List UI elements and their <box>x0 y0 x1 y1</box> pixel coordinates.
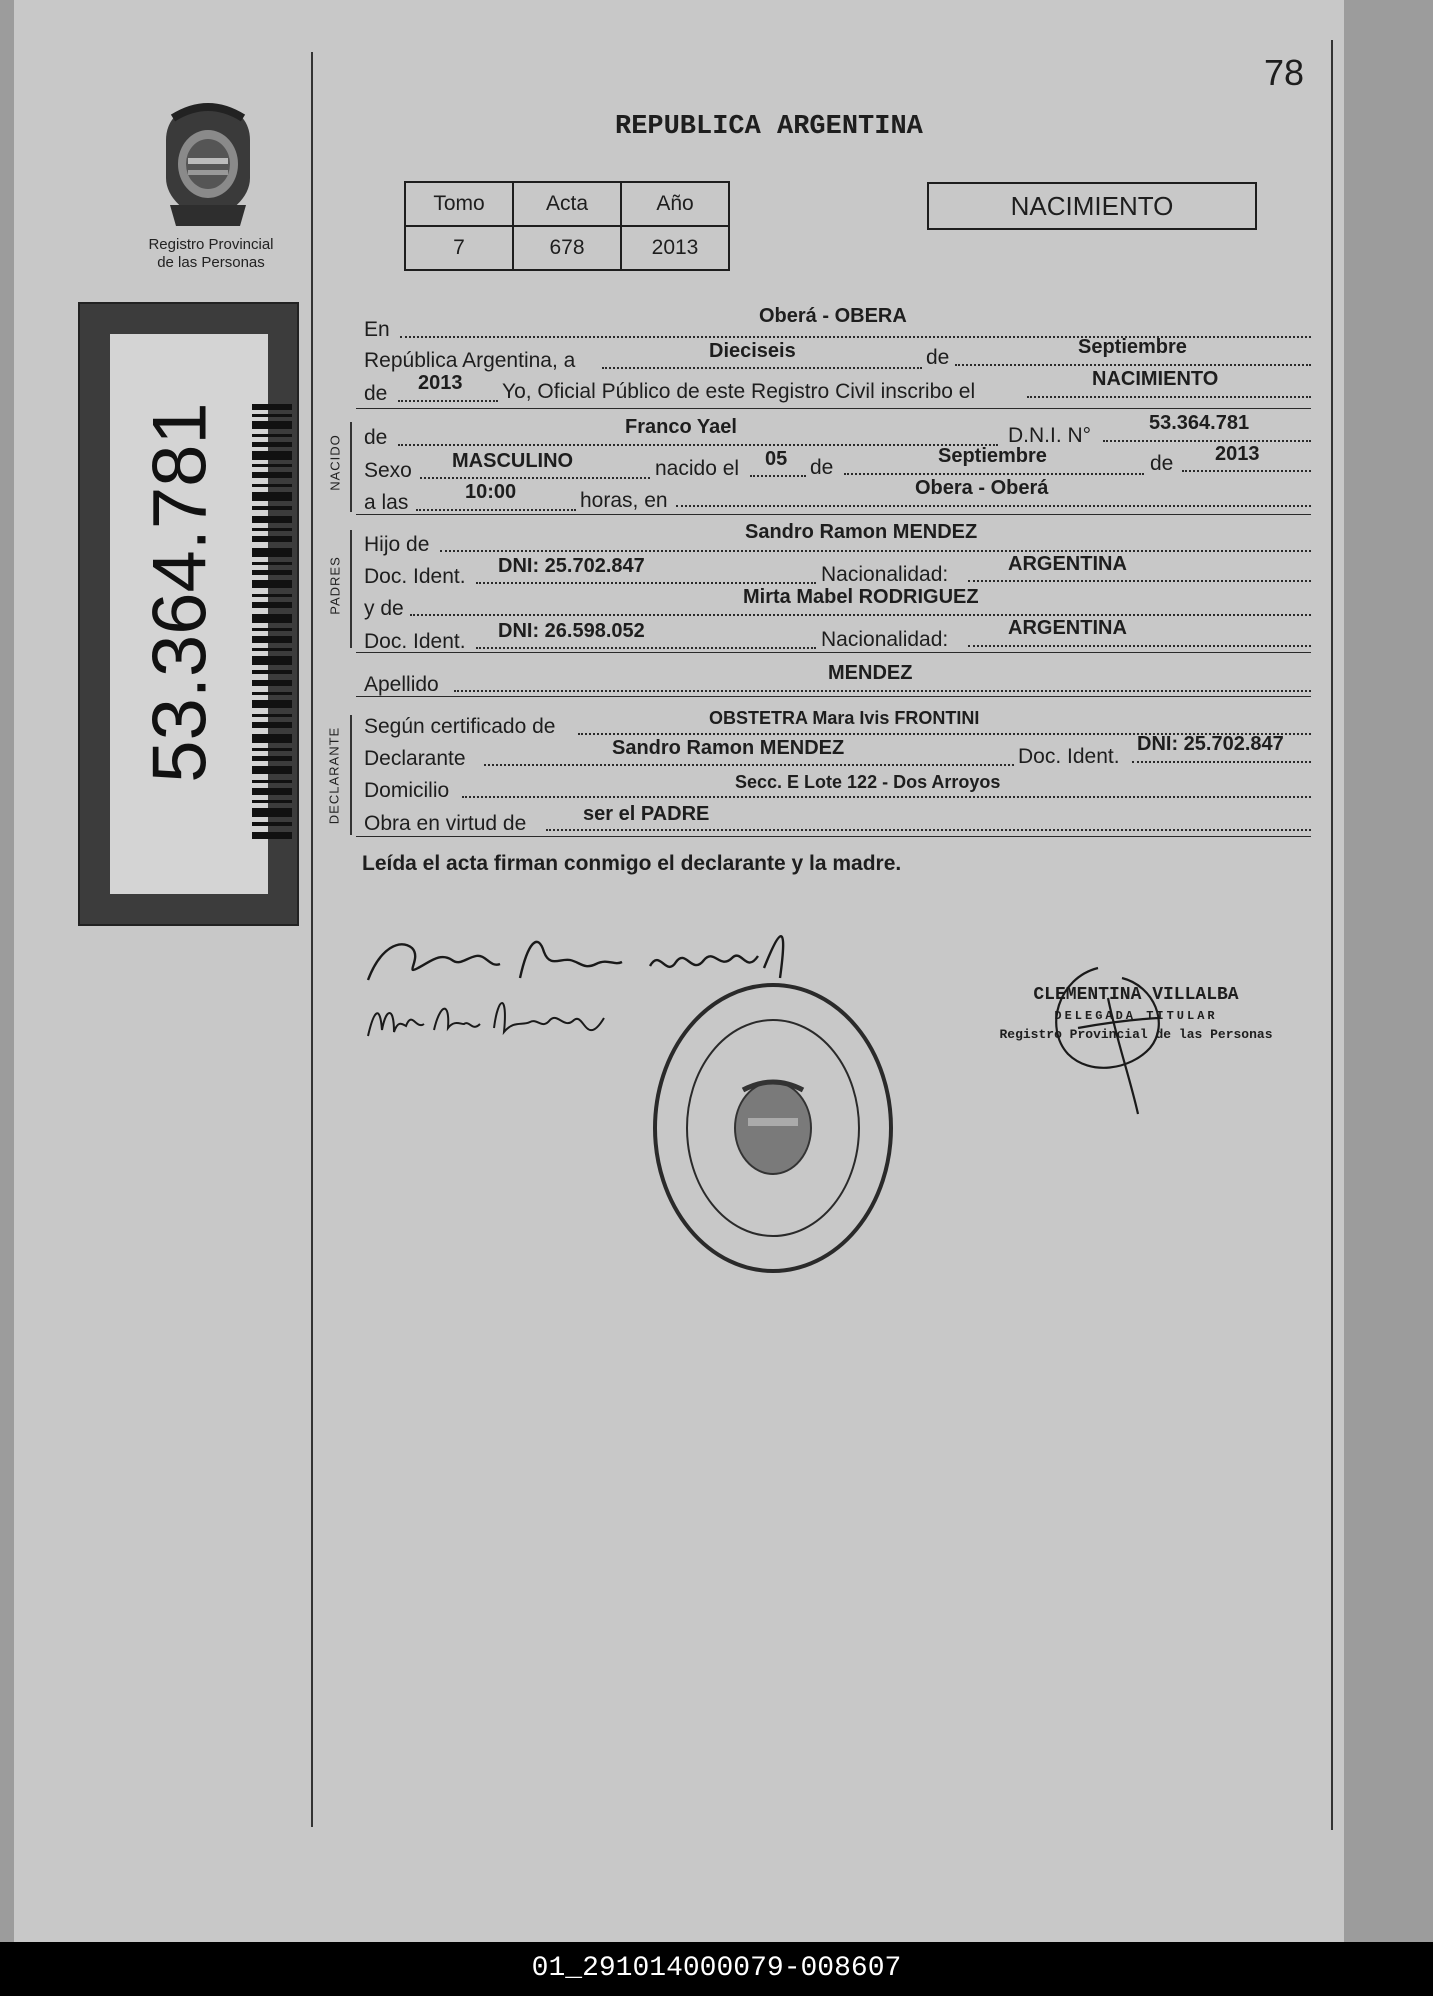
dots-domicilio <box>462 796 1311 798</box>
label-nacionalidad-2: Nacionalidad: <box>821 628 949 651</box>
label-de-anio-nac: de <box>1150 452 1174 475</box>
value-madre: Mirta Mabel RODRIGUEZ <box>743 586 979 608</box>
section-label-declarante: DECLARANTE <box>326 726 342 825</box>
label-doc-ident-2: Doc. Ident. <box>364 630 466 653</box>
value-declarante-doc: DNI: 25.702.847 <box>1137 733 1284 755</box>
dots-apellido <box>454 690 1311 692</box>
label-de-mes-nac: de <box>810 456 834 479</box>
label-obra: Obra en virtud de <box>364 812 527 835</box>
label-declarante: Declarante <box>364 747 466 770</box>
rule-4 <box>356 696 1311 697</box>
value-certificado: OBSTETRA Mara Ivis FRONTINI <box>709 708 980 728</box>
record-type-box <box>927 182 1257 230</box>
value-domicilio: Secc. E Lote 122 - Dos Arroyos <box>735 772 1001 792</box>
value-dia-nac: 05 <box>765 448 788 470</box>
dots-anio-nac <box>1182 470 1311 472</box>
value-apellido: MENDEZ <box>828 662 913 684</box>
dots-declarante <box>484 764 1014 766</box>
declarante-bracket <box>350 715 352 835</box>
rule-3 <box>356 652 1311 653</box>
value-lugar: Oberá - OBERA <box>759 305 907 327</box>
dots-tipo <box>1027 396 1311 398</box>
label-horas-en: horas, en <box>580 489 668 512</box>
dots-padre <box>440 550 1311 552</box>
dots-lugar-nac <box>676 505 1311 507</box>
dots-hora <box>416 509 576 511</box>
section-label-padres: PADRES <box>327 556 343 615</box>
rule-5 <box>356 836 1311 837</box>
value-hora: 10:00 <box>465 481 517 503</box>
dots-sexo <box>420 477 650 479</box>
value-mes-inscripcion: Septiembre <box>1078 336 1187 358</box>
label-nacionalidad-1: Nacionalidad: <box>821 563 949 586</box>
barcode-stripes <box>252 404 292 844</box>
rule-1 <box>356 408 1311 409</box>
label-nacido-el: nacido el <box>655 457 740 480</box>
dots-nombre <box>398 444 998 446</box>
dots-anio <box>398 400 498 402</box>
province-crest-icon <box>148 100 268 235</box>
value-padre-doc: DNI: 25.702.847 <box>498 555 645 577</box>
stamp-line2: DELEGADA TITULAR <box>1054 1009 1218 1023</box>
label-de-nombre: de <box>364 426 388 449</box>
barcode-panel <box>78 302 299 926</box>
header-tomo: Tomo <box>405 182 513 226</box>
value-dia-inscripcion: Dieciseis <box>709 340 796 362</box>
label-apellido: Apellido <box>364 673 439 696</box>
header-anio: Año <box>621 182 729 226</box>
official-signature <box>1038 958 1178 1123</box>
dots-dia-nac <box>750 475 806 477</box>
padres-bracket <box>350 530 352 648</box>
value-sexo: MASCULINO <box>452 450 574 472</box>
madre-signature-image <box>364 990 624 1060</box>
value-anio: 2013 <box>621 226 729 270</box>
label-de-mes: de <box>926 346 950 369</box>
right-margin-line <box>1331 40 1333 1830</box>
label-doc-ident-3: Doc. Ident. <box>1018 745 1120 768</box>
value-mes-nac: Septiembre <box>938 445 1047 467</box>
record-table <box>404 181 730 271</box>
label-segun: Según certificado de <box>364 715 556 738</box>
value-declarante: Sandro Ramon MENDEZ <box>612 737 845 759</box>
section-label-nacido: NACIDO <box>327 434 343 491</box>
logo-caption-line2: de las Personas <box>157 254 265 271</box>
value-madre-nac: ARGENTINA <box>1008 617 1127 639</box>
stamp-line3: Registro Provincial de las Personas <box>999 1027 1273 1042</box>
official-round-seal <box>648 978 898 1283</box>
rule-2 <box>356 514 1311 515</box>
round-seal-image <box>648 978 898 1278</box>
logo-caption-line1: Registro Provincial <box>148 236 274 253</box>
label-a-las: a las <box>364 491 409 514</box>
official-signature-image <box>1038 958 1178 1118</box>
value-acta: 678 <box>513 226 621 270</box>
dots-dni <box>1103 440 1311 442</box>
dots-padre-doc <box>476 582 816 584</box>
dots-madre-doc <box>476 647 816 649</box>
value-anio-nac: 2013 <box>1215 443 1260 465</box>
header-acta: Acta <box>513 182 621 226</box>
stamp-line1: CLEMENTINA VILLALBA <box>1033 985 1239 1005</box>
dots-obra <box>546 829 1311 831</box>
label-dni: D.N.I. N° <box>1008 424 1092 447</box>
footer-id: 01_291014000079-008607 <box>531 1953 902 1984</box>
value-obra: ser el PADRE <box>583 803 710 825</box>
label-republica: República Argentina, a <box>364 349 576 372</box>
label-y-de: y de <box>364 597 404 620</box>
dots-mes-nac <box>844 473 1144 475</box>
value-lugar-nac: Obera - Oberá <box>915 477 1049 499</box>
value-dni: 53.364.781 <box>1149 412 1250 434</box>
footer-id-bar <box>0 1942 1433 1996</box>
label-de-anio: de <box>364 382 388 405</box>
value-tomo: 7 <box>405 226 513 270</box>
logo-caption <box>118 236 304 272</box>
record-type: NACIMIENTO <box>1010 191 1174 221</box>
barcode-number: 53.364.781 <box>137 402 223 783</box>
value-tipo: NACIMIENTO <box>1092 368 1219 390</box>
label-yo: Yo, Oficial Público de este Registro Civil inscribo el <box>502 380 976 403</box>
label-en: En <box>364 318 390 341</box>
record-table-header-row <box>405 182 729 226</box>
dots-madre-nac <box>968 645 1311 647</box>
dots-dia <box>602 367 922 369</box>
page-number: 78 <box>1264 52 1305 93</box>
dots-padre-nac <box>968 580 1311 582</box>
dots-declarante-doc <box>1132 761 1311 763</box>
label-doc-ident-1: Doc. Ident. <box>364 565 466 588</box>
madre-signature <box>364 990 624 1065</box>
dots-madre <box>410 614 1311 616</box>
value-padre-nac: ARGENTINA <box>1008 553 1127 575</box>
nacido-bracket <box>350 422 352 512</box>
province-logo <box>148 100 268 235</box>
label-sexo: Sexo <box>364 459 412 482</box>
dots-mes <box>955 364 1311 366</box>
label-hijo-de: Hijo de <box>364 533 430 556</box>
label-domicilio: Domicilio <box>364 779 450 802</box>
closing-statement: Leída el acta firman conmigo el declarante y la madre. <box>362 852 902 875</box>
value-anio-inscripcion: 2013 <box>418 372 463 394</box>
value-nombre: Franco Yael <box>625 416 737 438</box>
value-madre-doc: DNI: 26.598.052 <box>498 620 645 642</box>
record-table-value-row <box>405 226 729 270</box>
left-margin-line <box>311 52 313 1827</box>
country-title: REPUBLICA ARGENTINA <box>615 112 923 142</box>
value-padre: Sandro Ramon MENDEZ <box>745 521 978 543</box>
